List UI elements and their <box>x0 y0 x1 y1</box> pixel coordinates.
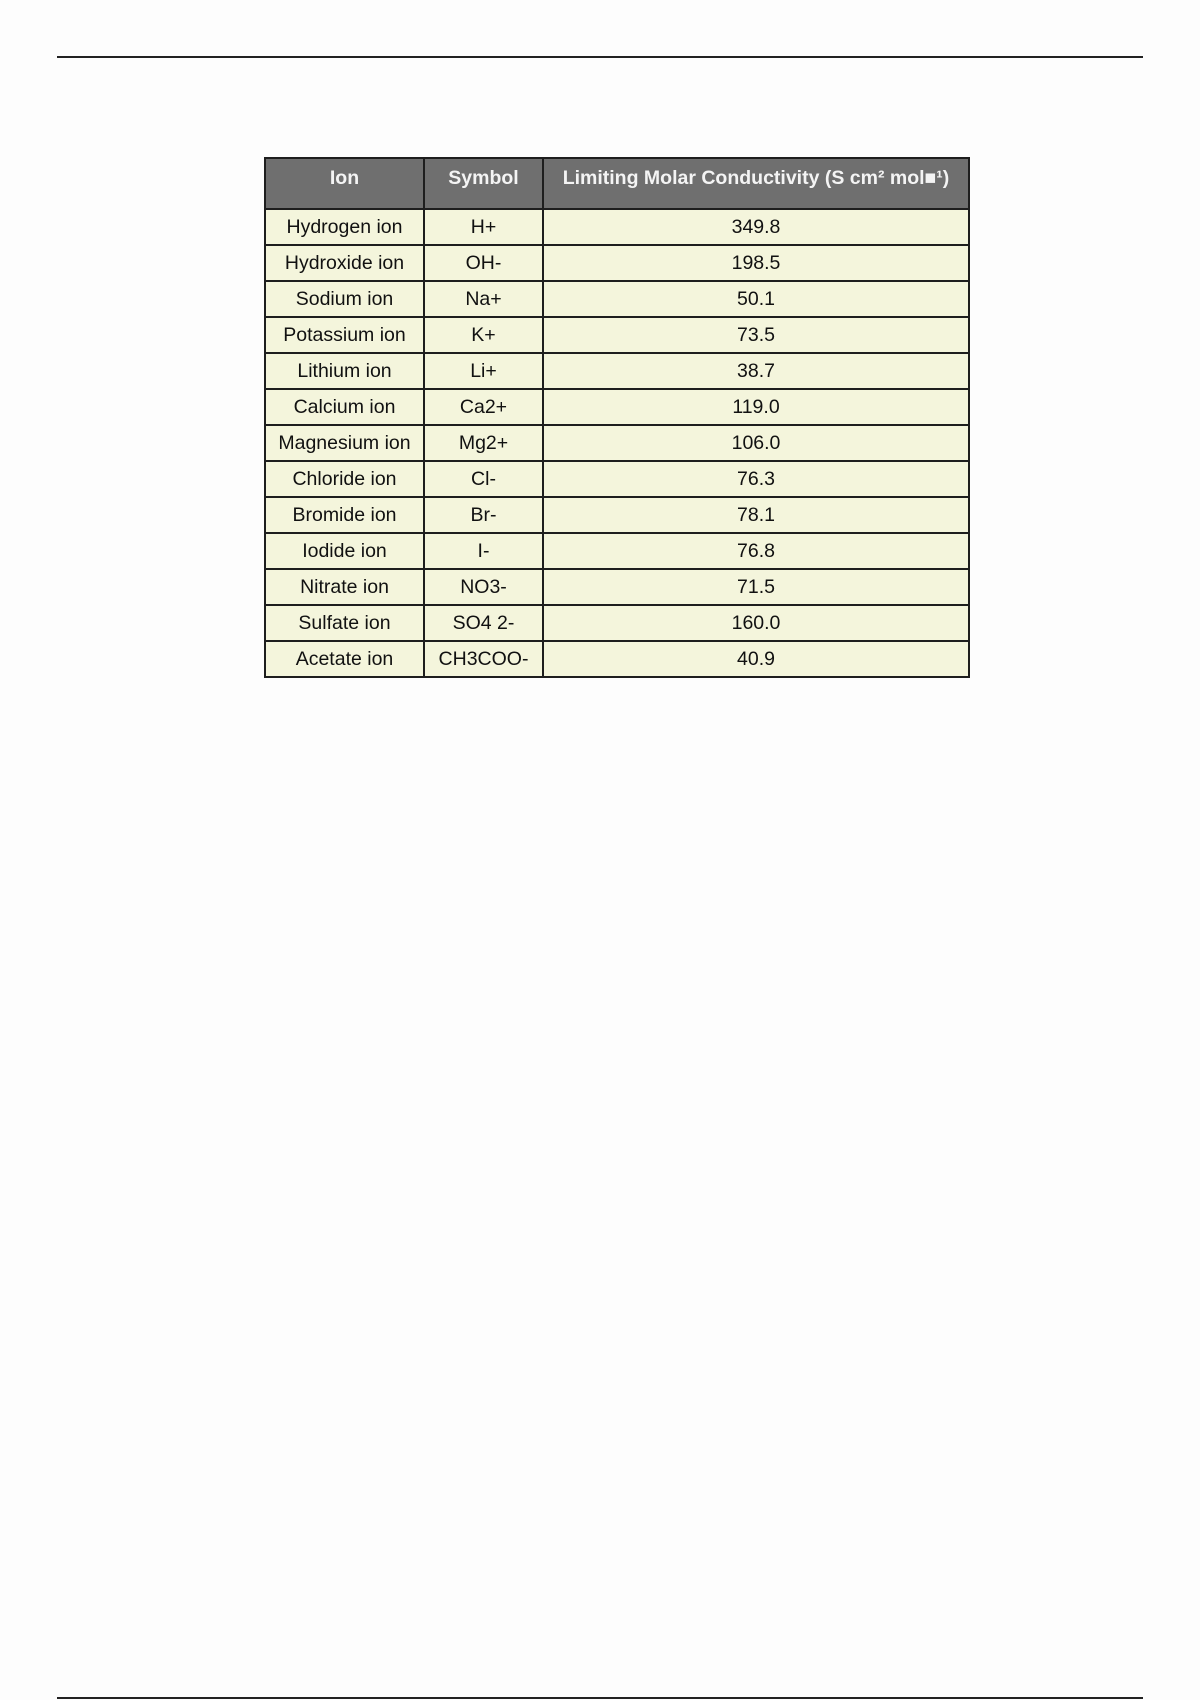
header-rule <box>57 56 1143 58</box>
conductivity-value-cell: 119.0 <box>543 389 969 425</box>
ion-symbol-cell: H+ <box>424 209 543 245</box>
table-row <box>265 317 969 353</box>
conductivity-value-cell: 38.7 <box>543 353 969 389</box>
conductivity-value-cell: 50.1 <box>543 281 969 317</box>
conductivity-value-cell: 78.1 <box>543 497 969 533</box>
footer-rule <box>57 1697 1143 1699</box>
column-header-ion: Ion <box>265 158 424 209</box>
table-row <box>265 353 969 389</box>
table-row <box>265 569 969 605</box>
table-row <box>265 281 969 317</box>
column-header-symbol: Symbol <box>424 158 543 209</box>
ion-symbol-cell: Cl- <box>424 461 543 497</box>
ion-symbol-cell: Li+ <box>424 353 543 389</box>
ion-symbol-cell: Mg2+ <box>424 425 543 461</box>
table-body <box>265 209 969 677</box>
conductivity-value-cell: 160.0 <box>543 605 969 641</box>
ion-symbol-cell: SO4 2- <box>424 605 543 641</box>
ion-name-cell: Hydroxide ion <box>265 245 424 281</box>
conductivity-value-cell: 76.3 <box>543 461 969 497</box>
conductivity-value-cell: 349.8 <box>543 209 969 245</box>
ion-symbol-cell: OH- <box>424 245 543 281</box>
conductivity-value-cell: 198.5 <box>543 245 969 281</box>
ion-symbol-cell: Ca2+ <box>424 389 543 425</box>
ion-conductivity-table <box>264 157 970 678</box>
ion-name-cell: Lithium ion <box>265 353 424 389</box>
ion-symbol-cell: I- <box>424 533 543 569</box>
table-row <box>265 461 969 497</box>
ion-symbol-cell: Na+ <box>424 281 543 317</box>
conductivity-value-cell: 40.9 <box>543 641 969 677</box>
conductivity-value-cell: 73.5 <box>543 317 969 353</box>
ion-name-cell: Bromide ion <box>265 497 424 533</box>
table-row <box>265 245 969 281</box>
ion-symbol-cell: CH3COO- <box>424 641 543 677</box>
table-row <box>265 641 969 677</box>
conductivity-value-cell: 76.8 <box>543 533 969 569</box>
table-header <box>265 158 969 209</box>
table-row <box>265 533 969 569</box>
ion-name-cell: Magnesium ion <box>265 425 424 461</box>
ion-name-cell: Acetate ion <box>265 641 424 677</box>
ion-name-cell: Potassium ion <box>265 317 424 353</box>
ion-symbol-cell: K+ <box>424 317 543 353</box>
table-row <box>265 209 969 245</box>
conductivity-value-cell: 106.0 <box>543 425 969 461</box>
ion-symbol-cell: NO3- <box>424 569 543 605</box>
column-header-conductivity: Limiting Molar Conductivity (S cm² mol■¹) <box>543 158 969 209</box>
ion-name-cell: Hydrogen ion <box>265 209 424 245</box>
table-row <box>265 605 969 641</box>
ion-name-cell: Sodium ion <box>265 281 424 317</box>
ion-name-cell: Iodide ion <box>265 533 424 569</box>
table-row <box>265 497 969 533</box>
table-header-row <box>265 158 969 209</box>
conductivity-value-cell: 71.5 <box>543 569 969 605</box>
table-row <box>265 425 969 461</box>
ion-name-cell: Sulfate ion <box>265 605 424 641</box>
ion-name-cell: Chloride ion <box>265 461 424 497</box>
ion-name-cell: Calcium ion <box>265 389 424 425</box>
ion-symbol-cell: Br- <box>424 497 543 533</box>
ion-name-cell: Nitrate ion <box>265 569 424 605</box>
table-row <box>265 389 969 425</box>
